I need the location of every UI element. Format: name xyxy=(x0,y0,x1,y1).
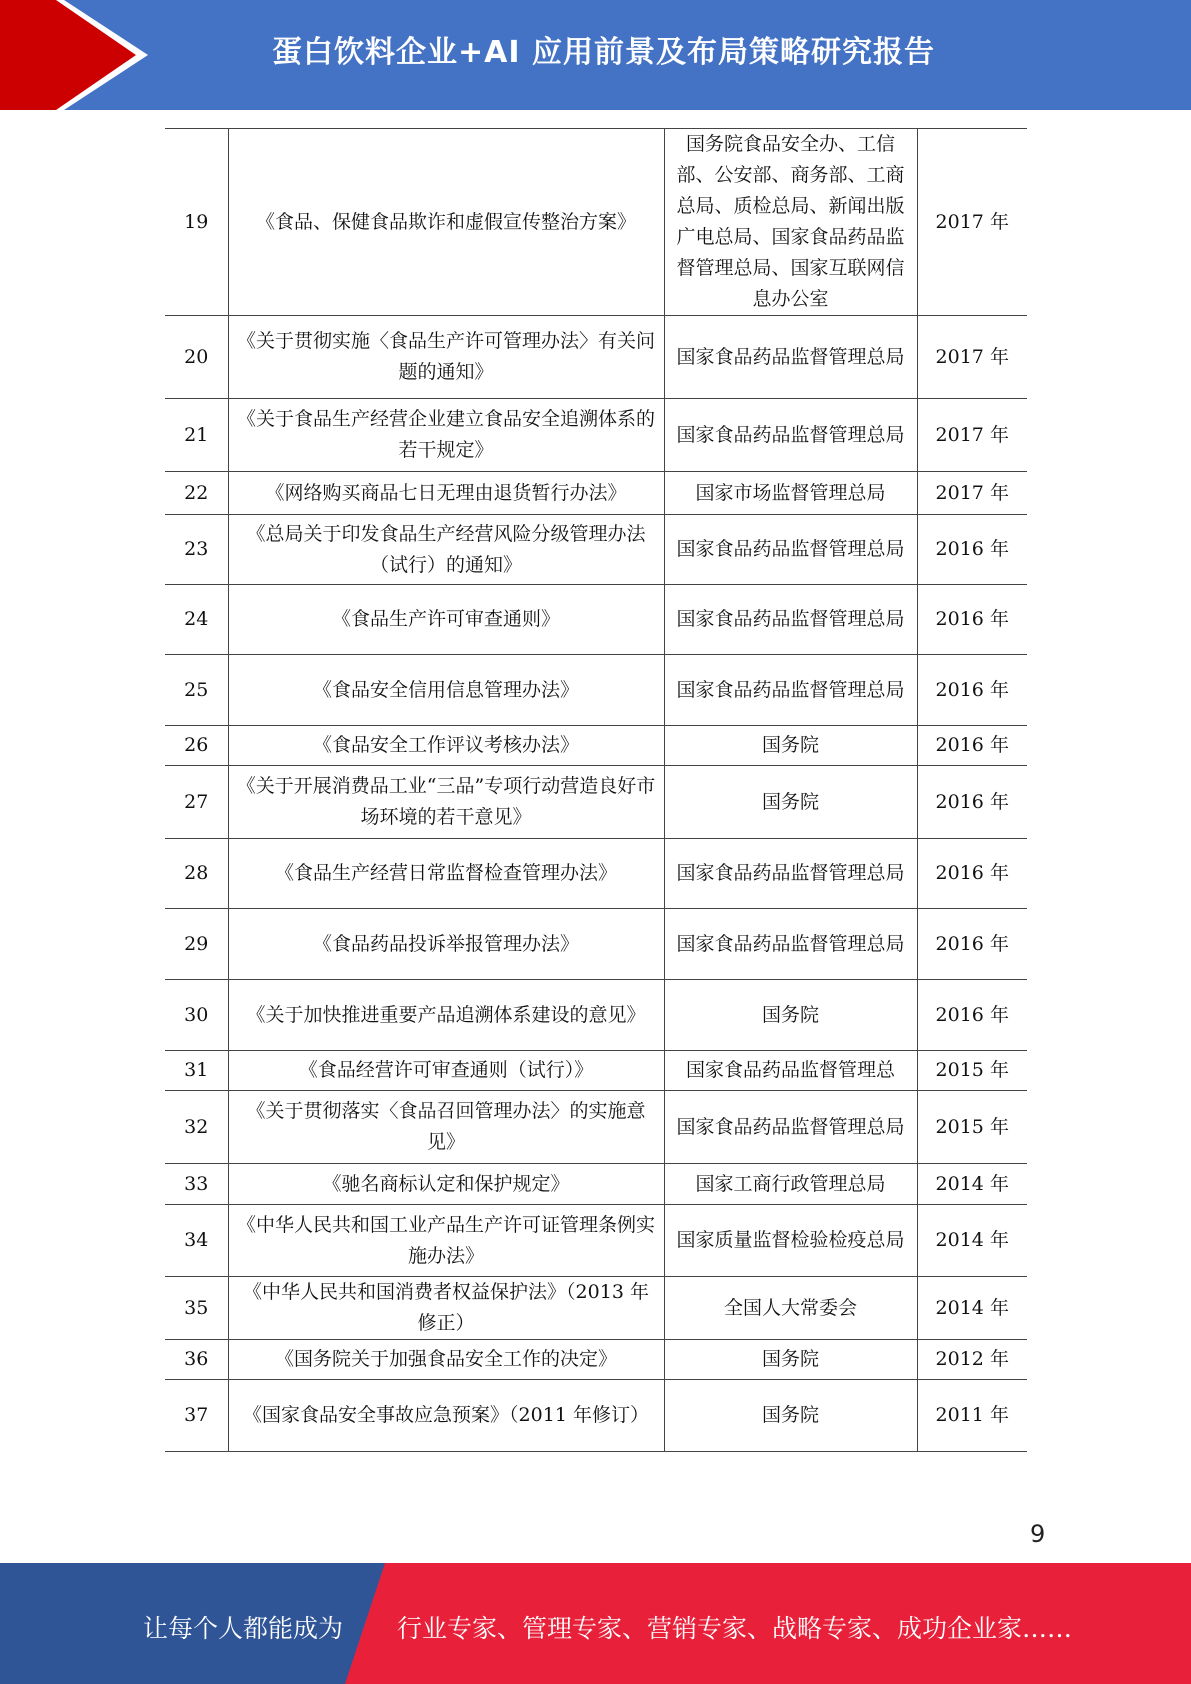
issuing-department: 国家食品药品监督管理总局 xyxy=(664,316,917,399)
issue-year: 2017 年 xyxy=(917,472,1027,515)
issue-year: 2014 年 xyxy=(917,1277,1027,1340)
policy-name: 《网络购买商品七日无理由退货暂行办法》 xyxy=(228,472,664,515)
row-number: 22 xyxy=(165,472,228,515)
issuing-department: 国家食品药品监督管理总局 xyxy=(664,1091,917,1164)
table-row xyxy=(165,1340,1027,1380)
table-row xyxy=(165,472,1027,515)
issue-year: 2017 年 xyxy=(917,129,1027,316)
policy-name: 《关于加快推进重要产品追溯体系建设的意见》 xyxy=(228,980,664,1051)
page-number: 9 xyxy=(1030,1520,1046,1548)
issue-year: 2017 年 xyxy=(917,399,1027,472)
policy-name: 《总局关于印发食品生产经营风险分级管理办法（试行）的通知》 xyxy=(228,515,664,585)
row-number: 25 xyxy=(165,655,228,726)
table-row xyxy=(165,839,1027,909)
row-number: 23 xyxy=(165,515,228,585)
row-number: 24 xyxy=(165,585,228,655)
row-number: 33 xyxy=(165,1164,228,1205)
row-number: 27 xyxy=(165,766,228,839)
policy-name: 《关于食品生产经营企业建立食品安全追溯体系的若干规定》 xyxy=(228,399,664,472)
policy-name: 《国务院关于加强食品安全工作的决定》 xyxy=(228,1340,664,1380)
issuing-department: 国家食品药品监督管理总局 xyxy=(664,909,917,980)
issuing-department: 国家食品药品监督管理总局 xyxy=(664,515,917,585)
issue-year: 2014 年 xyxy=(917,1164,1027,1205)
issue-year: 2016 年 xyxy=(917,726,1027,766)
policy-name: 《食品经营许可审查通则（试行）》 xyxy=(228,1051,664,1091)
table-row xyxy=(165,1091,1027,1164)
issuing-department: 国家食品药品监督管理总局 xyxy=(664,399,917,472)
issuing-department: 国家工商行政管理总局 xyxy=(664,1164,917,1205)
row-number: 26 xyxy=(165,726,228,766)
table-row xyxy=(165,726,1027,766)
policy-name: 《食品、保健食品欺诈和虚假宣传整治方案》 xyxy=(228,129,664,316)
policy-name: 《食品安全工作评议考核办法》 xyxy=(228,726,664,766)
issuing-department: 全国人大常委会 xyxy=(664,1277,917,1340)
row-number: 19 xyxy=(165,129,228,316)
table-row xyxy=(165,399,1027,472)
issue-year: 2012 年 xyxy=(917,1340,1027,1380)
row-number: 30 xyxy=(165,980,228,1051)
issue-year: 2016 年 xyxy=(917,515,1027,585)
policy-name: 《中华人民共和国消费者权益保护法》（2013 年修正） xyxy=(228,1277,664,1340)
row-number: 28 xyxy=(165,839,228,909)
policy-table xyxy=(165,128,1027,1452)
issuing-department: 国家食品药品监督管理总局 xyxy=(664,585,917,655)
policy-name: 《关于贯彻落实〈食品召回管理办法〉的实施意见》 xyxy=(228,1091,664,1164)
issue-year: 2015 年 xyxy=(917,1051,1027,1091)
issue-year: 2015 年 xyxy=(917,1091,1027,1164)
issuing-department: 国务院 xyxy=(664,980,917,1051)
issuing-department: 国家食品药品监督管理总局 xyxy=(664,655,917,726)
policy-name: 《中华人民共和国工业产品生产许可证管理条例实施办法》 xyxy=(228,1205,664,1277)
issuing-department: 国家食品药品监督管理总 xyxy=(664,1051,917,1091)
row-number: 32 xyxy=(165,1091,228,1164)
issuing-department: 国务院 xyxy=(664,726,917,766)
policy-name: 《食品生产许可审查通则》 xyxy=(228,585,664,655)
policy-name: 《驰名商标认定和保护规定》 xyxy=(228,1164,664,1205)
row-number: 34 xyxy=(165,1205,228,1277)
table-row xyxy=(165,1205,1027,1277)
issue-year: 2016 年 xyxy=(917,909,1027,980)
header-arrow-icon xyxy=(0,0,160,110)
policy-name: 《关于贯彻实施〈食品生产许可管理办法〉有关问题的通知》 xyxy=(228,316,664,399)
issue-year: 2016 年 xyxy=(917,839,1027,909)
issuing-department: 国务院食品安全办、工信部、公安部、商务部、工商总局、质检总局、新闻出版广电总局、国家食品药品监督管理总局、国家互联网信息办公室 xyxy=(664,129,917,316)
table-row xyxy=(165,515,1027,585)
policy-name: 《食品生产经营日常监督检查管理办法》 xyxy=(228,839,664,909)
issuing-department: 国家食品药品监督管理总局 xyxy=(664,839,917,909)
table-row xyxy=(165,1051,1027,1091)
row-number: 21 xyxy=(165,399,228,472)
issuing-department: 国家质量监督检验检疫总局 xyxy=(664,1205,917,1277)
table-row xyxy=(165,980,1027,1051)
report-title: 蛋白饮料企业+AI 应用前景及布局策略研究报告 xyxy=(272,35,935,70)
issue-year: 2016 年 xyxy=(917,766,1027,839)
issuing-department: 国务院 xyxy=(664,1340,917,1380)
issuing-department: 国务院 xyxy=(664,1380,917,1452)
table-row xyxy=(165,1277,1027,1340)
row-number: 29 xyxy=(165,909,228,980)
footer-band xyxy=(0,1563,1191,1684)
issue-year: 2016 年 xyxy=(917,655,1027,726)
table-row xyxy=(165,129,1027,316)
row-number: 35 xyxy=(165,1277,228,1340)
policy-name: 《食品药品投诉举报管理办法》 xyxy=(228,909,664,980)
issue-year: 2016 年 xyxy=(917,980,1027,1051)
footer-slogan-left: 让每个人都能成为 xyxy=(143,1614,344,1643)
issue-year: 2017 年 xyxy=(917,316,1027,399)
row-number: 36 xyxy=(165,1340,228,1380)
issuing-department: 国务院 xyxy=(664,766,917,839)
header-band xyxy=(0,0,1191,110)
policy-name: 《食品安全信用信息管理办法》 xyxy=(228,655,664,726)
table-row xyxy=(165,766,1027,839)
issue-year: 2014 年 xyxy=(917,1205,1027,1277)
footer-slogan-right: 行业专家、管理专家、营销专家、战略专家、成功企业家…… xyxy=(397,1614,1073,1643)
table-row xyxy=(165,1380,1027,1452)
issue-year: 2016 年 xyxy=(917,585,1027,655)
row-number: 31 xyxy=(165,1051,228,1091)
table-row xyxy=(165,909,1027,980)
policy-name: 《关于开展消费品工业“三品”专项行动营造良好市场环境的若干意见》 xyxy=(228,766,664,839)
table-row xyxy=(165,316,1027,399)
issue-year: 2011 年 xyxy=(917,1380,1027,1452)
table-row xyxy=(165,585,1027,655)
table-row xyxy=(165,1164,1027,1205)
row-number: 20 xyxy=(165,316,228,399)
policy-name: 《国家食品安全事故应急预案》（2011 年修订） xyxy=(228,1380,664,1452)
table-row xyxy=(165,655,1027,726)
issuing-department: 国家市场监督管理总局 xyxy=(664,472,917,515)
row-number: 37 xyxy=(165,1380,228,1452)
